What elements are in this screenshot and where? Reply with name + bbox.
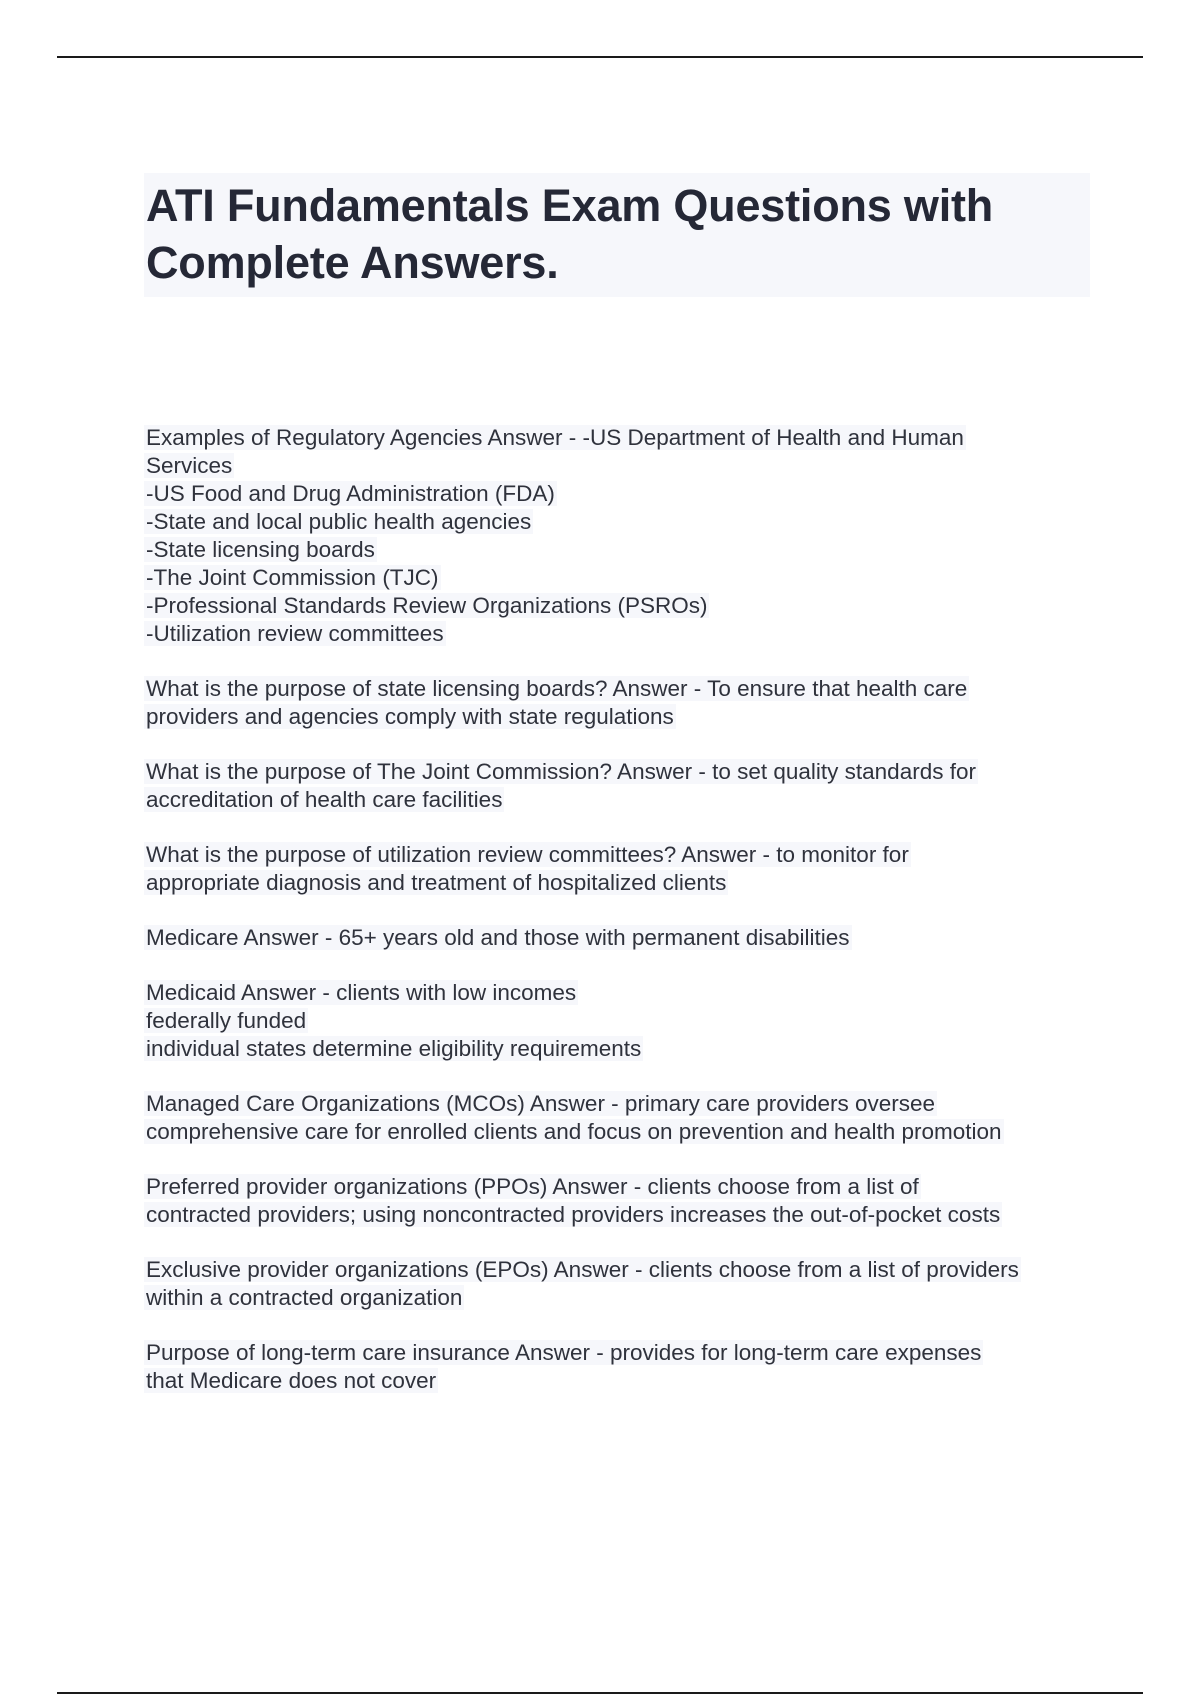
- qa-line-text: Managed Care Organizations (MCOs) Answer - primary care providers oversee: [146, 1091, 936, 1116]
- qa-line-text: Exclusive provider organizations (EPOs) Answer - clients choose from a list of providers: [146, 1257, 1019, 1282]
- qa-entry: [144, 1339, 1094, 1395]
- qa-line-text: providers and agencies comply with state regulations: [146, 704, 674, 729]
- qa-line: [144, 564, 1094, 592]
- qa-line-text: Purpose of long-term care insurance Answer - provides for long-term care expenses: [146, 1340, 982, 1365]
- bottom-rule: [57, 1692, 1143, 1694]
- qa-entry: [144, 924, 1094, 952]
- qa-line-text: that Medicare does not cover: [146, 1368, 437, 1393]
- top-rule: [57, 56, 1143, 58]
- qa-line-text: appropriate diagnosis and treatment of hospitalized clients: [146, 870, 727, 895]
- qa-line-text: What is the purpose of utilization review committees? Answer - to monitor for: [146, 842, 909, 867]
- qa-entry: [144, 1256, 1094, 1312]
- qa-line-text: What is the purpose of The Joint Commission? Answer - to set quality standards for: [146, 759, 976, 784]
- qa-line: [144, 480, 1094, 508]
- qa-line-text: -The Joint Commission (TJC): [146, 565, 439, 590]
- qa-line-text: Medicaid Answer - clients with low incomes: [146, 980, 577, 1005]
- qa-line-text: -Professional Standards Review Organizations (PSROs): [146, 593, 708, 618]
- page-title: [146, 177, 1088, 291]
- qa-line: [144, 620, 1094, 648]
- qa-entry: [144, 424, 1094, 648]
- qa-line-text: accreditation of health care facilities: [146, 787, 503, 812]
- qa-line: [144, 786, 1094, 814]
- qa-line-text: -US Food and Drug Administration (FDA): [146, 481, 555, 506]
- qa-line: [144, 1367, 1094, 1395]
- qa-line: [144, 508, 1094, 536]
- qa-entry: [144, 675, 1094, 731]
- qa-line: [144, 424, 1094, 452]
- qa-line: [144, 1118, 1094, 1146]
- qa-line: [144, 979, 1094, 1007]
- qa-line-text: within a contracted organization: [146, 1285, 463, 1310]
- qa-line-text: federally funded: [146, 1008, 307, 1033]
- qa-line-text: comprehensive care for enrolled clients and focus on prevention and health promotion: [146, 1119, 1002, 1144]
- qa-line-text: What is the purpose of state licensing boards? Answer - To ensure that health care: [146, 676, 968, 701]
- qa-line: [144, 1173, 1094, 1201]
- qa-line: [144, 1035, 1094, 1063]
- qa-line: [144, 536, 1094, 564]
- qa-line: [144, 452, 1094, 480]
- page-title-line: ATI Fundamentals Exam Questions with: [146, 180, 994, 231]
- qa-line: [144, 675, 1094, 703]
- qa-line-text: contracted providers; using noncontracted providers increases the out-of-pocket costs: [146, 1202, 1001, 1227]
- qa-line-text: Examples of Regulatory Agencies Answer - -US Department of Health and Human: [146, 425, 964, 450]
- qa-line-text: -Utilization review committees: [146, 621, 444, 646]
- qa-line: [144, 841, 1094, 869]
- title-block: [144, 173, 1090, 297]
- qa-line-text: Services: [146, 453, 233, 478]
- qa-line: [144, 1284, 1094, 1312]
- qa-line: [144, 924, 1094, 952]
- qa-line: [144, 1339, 1094, 1367]
- qa-line: [144, 703, 1094, 731]
- qa-line: [144, 1256, 1094, 1284]
- qa-entry: [144, 841, 1094, 897]
- qa-line: [144, 1090, 1094, 1118]
- qa-line: [144, 869, 1094, 897]
- qa-entry: [144, 1090, 1094, 1146]
- qa-line-text: individual states determine eligibility requirements: [146, 1036, 642, 1061]
- qa-line: [144, 592, 1094, 620]
- qa-line-text: Preferred provider organizations (PPOs) Answer - clients choose from a list of: [146, 1174, 919, 1199]
- qa-line: [144, 1201, 1094, 1229]
- qa-entry: [144, 979, 1094, 1063]
- qa-entry: [144, 1173, 1094, 1229]
- qa-list: [144, 424, 1094, 1422]
- qa-line: [144, 1007, 1094, 1035]
- qa-line-text: -State licensing boards: [146, 537, 375, 562]
- qa-entry: [144, 758, 1094, 814]
- qa-line-text: Medicare Answer - 65+ years old and those with permanent disabilities: [146, 925, 850, 950]
- page-title-line: Complete Answers.: [146, 237, 559, 288]
- qa-line: [144, 758, 1094, 786]
- qa-line-text: -State and local public health agencies: [146, 509, 532, 534]
